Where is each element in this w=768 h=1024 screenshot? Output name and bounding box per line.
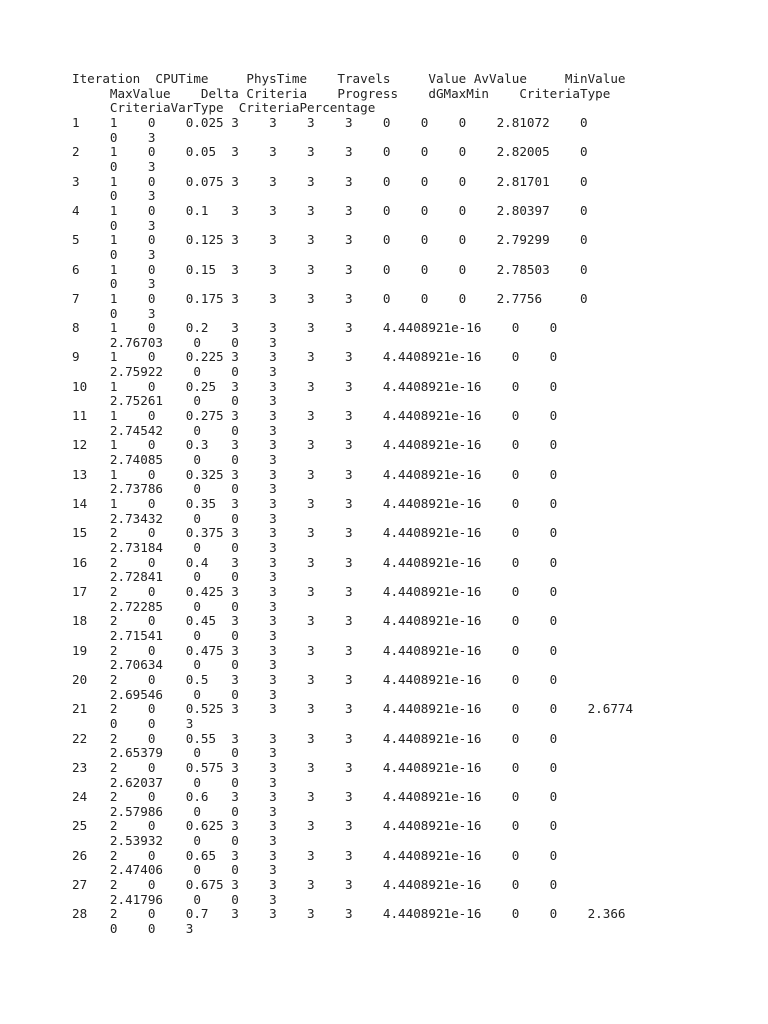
log-line: 19 2 0 0.475 3 3 3 3 4.4408921e-16 0 0 (72, 642, 558, 658)
log-line: 0 3 (72, 305, 156, 321)
log-line: 27 2 0 0.675 3 3 3 3 4.4408921e-16 0 0 (72, 877, 558, 893)
log-line: 0 3 (72, 188, 156, 204)
log-line: 12 1 0 0.3 3 3 3 3 4.4408921e-16 0 0 (72, 437, 558, 453)
log-line: 2.73432 0 0 3 (72, 510, 277, 526)
log-line: 9 1 0 0.225 3 3 3 3 4.4408921e-16 0 0 (72, 349, 558, 365)
log-line: 3 1 0 0.075 3 3 3 3 0 0 0 2.81701 0 (72, 173, 588, 189)
log-line: 2.76703 0 0 3 (72, 334, 277, 350)
log-line: 0 3 (72, 246, 156, 262)
iteration-log-document (72, 72, 752, 937)
log-line: 2.70634 0 0 3 (72, 657, 277, 673)
log-line: 2.73786 0 0 3 (72, 481, 277, 497)
log-line: 7 1 0 0.175 3 3 3 3 0 0 0 2.7756 0 (72, 290, 588, 306)
log-line: 18 2 0 0.45 3 3 3 3 4.4408921e-16 0 0 (72, 613, 558, 629)
log-line: 15 2 0 0.375 3 3 3 3 4.4408921e-16 0 0 (72, 525, 558, 541)
log-line: 0 3 (72, 129, 156, 145)
log-line: 2.62037 0 0 3 (72, 774, 277, 790)
log-line: 2.74542 0 0 3 (72, 422, 277, 438)
log-line: 2 1 0 0.05 3 3 3 3 0 0 0 2.82005 0 (72, 144, 588, 160)
log-line: 10 1 0 0.25 3 3 3 3 4.4408921e-16 0 0 (72, 378, 558, 394)
log-line: 2.57986 0 0 3 (72, 803, 277, 819)
log-line: 14 1 0 0.35 3 3 3 3 4.4408921e-16 0 0 (72, 496, 558, 512)
log-line: 6 1 0 0.15 3 3 3 3 0 0 0 2.78503 0 (72, 261, 588, 277)
log-line: 2.47406 0 0 3 (72, 862, 277, 878)
log-line: 4 1 0 0.1 3 3 3 3 0 0 0 2.80397 0 (72, 202, 588, 218)
log-line: 2.72841 0 0 3 (72, 569, 277, 585)
log-line: 2.73184 0 0 3 (72, 540, 277, 555)
log-line: 0 0 3 (72, 921, 194, 937)
log-line: 2.75261 0 0 3 (72, 393, 277, 409)
log-line: 0 3 (72, 158, 156, 174)
log-line: 2.53932 0 0 3 (72, 833, 277, 849)
log-line: 25 2 0 0.625 3 3 3 3 4.4408921e-16 0 0 (72, 818, 558, 834)
log-line: 2.72285 0 0 3 (72, 598, 277, 614)
log-line: 13 1 0 0.325 3 3 3 3 4.4408921e-16 0 0 (72, 466, 558, 482)
log-line: 20 2 0 0.5 3 3 3 3 4.4408921e-16 0 0 (72, 671, 558, 687)
log-line: 23 2 0 0.575 3 3 3 3 4.4408921e-16 0 0 (72, 759, 558, 775)
log-line: 2.74085 0 0 3 (72, 452, 277, 468)
header-line: MaxValue Delta Criteria Progress dGMaxMin CriteriaType (72, 85, 611, 101)
log-line: 16 2 0 0.4 3 3 3 3 4.4408921e-16 0 0 (72, 554, 558, 570)
log-line: 28 2 0 0.7 3 3 3 3 4.4408921e-16 0 0 2.366 (72, 906, 626, 922)
log-line: 11 1 0 0.275 3 3 3 3 4.4408921e-16 0 0 (72, 408, 558, 424)
log-line: 2.75922 0 0 3 (72, 364, 277, 380)
log-line: 24 2 0 0.6 3 3 3 3 4.4408921e-16 0 0 (72, 789, 558, 805)
log-line: 22 2 0 0.55 3 3 3 3 4.4408921e-16 0 0 (72, 730, 558, 746)
header-line: Iteration CPUTime PhysTime Travels Value AvValue MinValue (72, 71, 626, 86)
log-line: 1 1 0 0.025 3 3 3 3 0 0 0 2.81072 0 (72, 114, 588, 130)
log-line: 0 3 (72, 276, 156, 292)
log-line: 26 2 0 0.65 3 3 3 3 4.4408921e-16 0 0 (72, 847, 558, 863)
log-line: 17 2 0 0.425 3 3 3 3 4.4408921e-16 0 0 (72, 583, 558, 599)
header-line: CriteriaVarType CriteriaPercentage (72, 100, 376, 116)
log-line: 2.71541 0 0 3 (72, 627, 277, 643)
log-line: 8 1 0 0.2 3 3 3 3 4.4408921e-16 0 0 (72, 320, 558, 336)
log-line: 0 0 3 (72, 715, 194, 731)
log-line: 2.65379 0 0 3 (72, 745, 277, 761)
log-line: 5 1 0 0.125 3 3 3 3 0 0 0 2.79299 0 (72, 232, 588, 248)
log-line: 2.69546 0 0 3 (72, 686, 277, 702)
log-line: 21 2 0 0.525 3 3 3 3 4.4408921e-16 0 0 2.6774 (72, 701, 634, 717)
log-line: 0 3 (72, 217, 156, 233)
log-line: 2.41796 0 0 3 (72, 891, 277, 907)
